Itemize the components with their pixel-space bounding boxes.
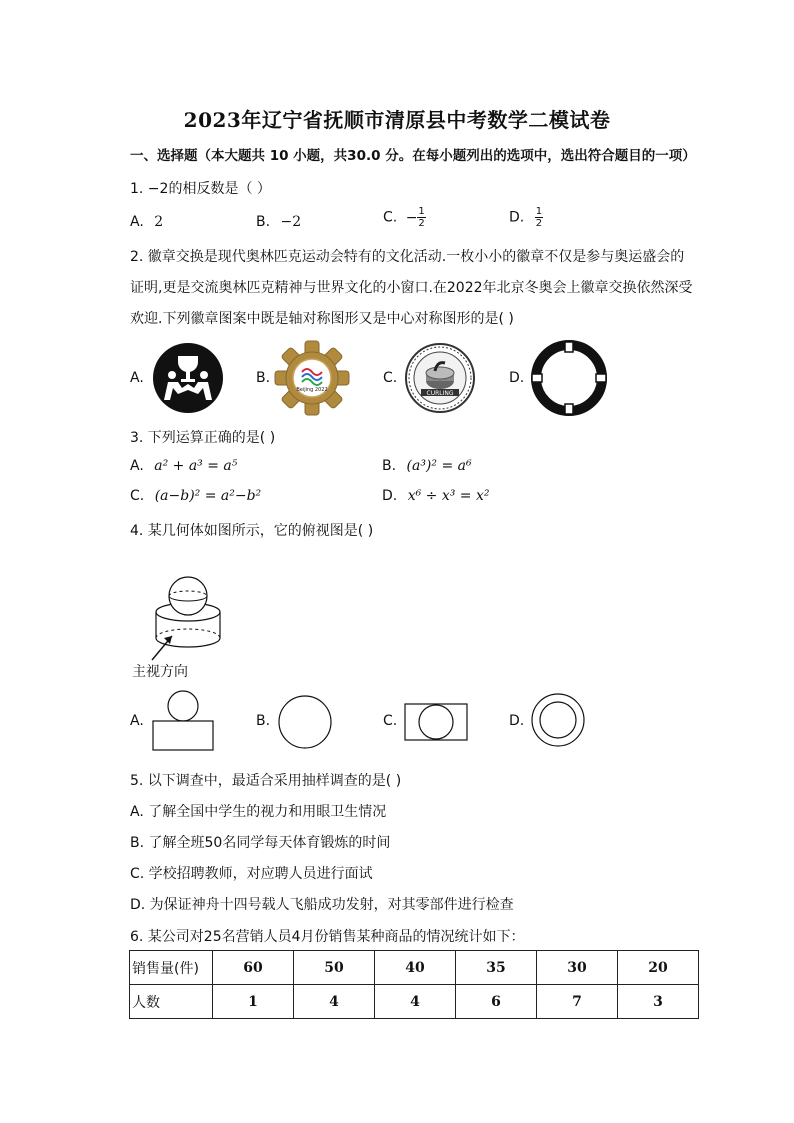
q5-stem: 5. 以下调查中，最适合采用抽样调查的是( ) — [130, 773, 402, 789]
option-letter: D. — [509, 209, 525, 226]
view-option-c-figure — [404, 703, 468, 741]
section-heading: 一、选择题（本大题共 10 小题，共30.0 分。在每小题列出的选项中，选出符合题目的一项） — [130, 148, 696, 164]
table-cell: 6 — [456, 985, 537, 1019]
q3-option-b — [382, 458, 472, 474]
badge-lifebuoy-icon — [531, 341, 607, 415]
badge-trophy-icon — [152, 342, 224, 414]
fraction-sign: − — [405, 209, 418, 226]
q3-option-c — [130, 488, 261, 504]
badge-c-text: CURLING — [426, 390, 454, 397]
table-cell: 20 — [618, 951, 699, 985]
option-expression: (a³)² = a⁶ — [406, 458, 472, 474]
q5-option-c: C. 学校招聘教师，对应聘人员进行面试 — [130, 866, 373, 882]
option-letter: D. — [382, 488, 398, 504]
denominator: 2 — [418, 218, 425, 229]
q1-option-b — [256, 214, 301, 230]
q2-option-d-label: D. — [509, 370, 525, 386]
table-cell: 50 — [294, 951, 375, 985]
q1-stem: 1. −2的相反数是（ ） — [130, 181, 271, 197]
q1-option-d — [509, 206, 543, 229]
table-cell: 3 — [618, 985, 699, 1019]
q3-stem: 3. 下列运算正确的是( ) — [130, 430, 276, 446]
view-option-d-figure — [530, 692, 586, 748]
option-value: −2 — [280, 214, 302, 230]
option-letter: C. — [130, 488, 145, 504]
q2-option-c-label: C. — [383, 370, 398, 386]
option-letter: C. — [383, 209, 398, 226]
q2-stem — [130, 242, 696, 335]
solid-figure-diagram — [148, 574, 238, 664]
table-cell: 4 — [375, 985, 456, 1019]
fraction — [417, 206, 425, 229]
fraction — [535, 206, 543, 229]
q4-option-b-label: B. — [256, 713, 271, 729]
view-option-a-figure — [152, 690, 214, 752]
q2-option-b-label: B. — [256, 370, 271, 386]
q4-stem: 4. 某几何体如图所示，它的俯视图是( ) — [130, 523, 374, 539]
q1-option-a — [130, 214, 163, 230]
table-cell: 40 — [375, 951, 456, 985]
option-letter: A. — [130, 214, 144, 230]
q3-option-d — [382, 488, 489, 504]
q5-option-d: D. 为保证神舟十四号载人飞船成功发射，对其零部件进行检查 — [130, 897, 514, 913]
q2-line: 证明,更是交流奥林匹克精神与世界文化的小窗口.在2022年北京冬奥会上徽章交换依然深受 — [130, 280, 693, 296]
option-expression: a² + a³ = a⁵ — [154, 458, 238, 474]
q4-option-a-label: A. — [130, 713, 144, 729]
page-title: 2023年辽宁省抚顺市清原县中考数学二模试卷 — [183, 108, 611, 132]
q5-option-b: B. 了解全班50名同学每天体育锻炼的时间 — [130, 835, 391, 851]
q4-option-d-label: D. — [509, 713, 525, 729]
table-cell: 30 — [537, 951, 618, 985]
direction-label: 主视方向 — [132, 664, 188, 680]
q3-option-a — [130, 458, 237, 474]
view-option-b-figure — [277, 694, 333, 750]
badge-curling-icon — [405, 343, 475, 413]
table-cell: 1 — [213, 985, 294, 1019]
table-row-header: 人数 — [130, 985, 213, 1019]
table-cell: 4 — [294, 985, 375, 1019]
q6-stem: 6. 某公司对25名营销人员4月份销售某种商品的情况统计如下： — [130, 929, 525, 945]
table-cell: 35 — [456, 951, 537, 985]
table-row — [130, 985, 699, 1019]
option-letter: A. — [130, 458, 144, 474]
table-cell: 7 — [537, 985, 618, 1019]
q4-option-c-label: C. — [383, 713, 398, 729]
q2-line: 欢迎.下列徽章图案中既是轴对称图形又是中心对称图形的是( ) — [130, 311, 514, 327]
sales-table — [129, 950, 699, 1019]
numerator: 1 — [535, 206, 543, 217]
badge-snowflake-icon — [274, 340, 350, 416]
option-expression: x⁶ ÷ x³ = x² — [407, 488, 490, 504]
q2-line: 2. 徽章交换是现代奥林匹克运动会特有的文化活动.一枚小小的徽章不仅是参与奥运盛会的 — [130, 249, 685, 265]
option-letter: B. — [256, 214, 271, 230]
option-value: 2 — [154, 214, 164, 230]
table-cell: 60 — [213, 951, 294, 985]
table-row — [130, 951, 699, 985]
q1-option-c — [383, 206, 426, 229]
option-expression: (a−b)² = a²−b² — [154, 488, 262, 504]
q5-option-a: A. 了解全国中学生的视力和用眼卫生情况 — [130, 804, 387, 820]
table-row-header: 销售量(件) — [130, 951, 213, 985]
badge-b-text: Beijing 2022 — [296, 387, 328, 393]
q2-option-a-label: A. — [130, 370, 144, 386]
option-letter: B. — [382, 458, 397, 474]
numerator: 1 — [418, 206, 425, 217]
denominator: 2 — [535, 218, 543, 229]
